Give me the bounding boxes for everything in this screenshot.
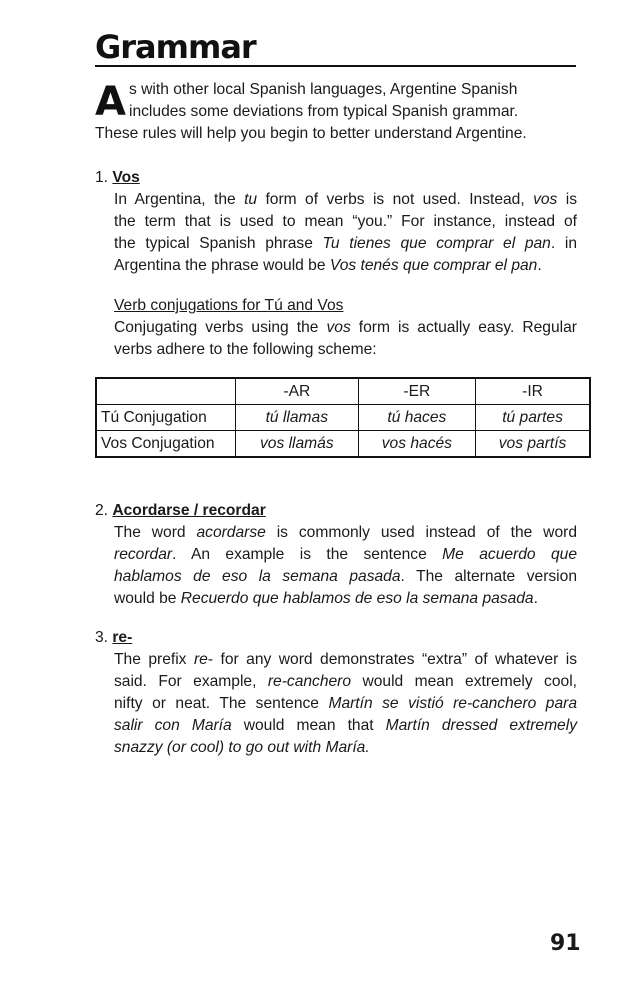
table-header-cell: -IR (476, 378, 590, 405)
row-label: Tú Conjugation (96, 405, 236, 431)
section-acordarse (95, 500, 577, 610)
italic-term: hablamos de eso la semana pasada (114, 568, 401, 585)
text-line (114, 737, 577, 759)
row-label: Vos Conjugation (96, 431, 236, 458)
subheading-verb-conjugations: Verb conjugations for Tú and Vos (114, 297, 344, 314)
intro-paragraph (95, 79, 577, 145)
text-line: Argentina the phrase would be Vos tenés que comprar el pan. (114, 257, 542, 274)
table-row (96, 431, 590, 458)
italic-term: Vos tenés que comprar el pan (329, 257, 538, 274)
italic-term: salir con María (114, 717, 232, 734)
book-page (95, 0, 581, 985)
text-line: The word acordarse is commonly used instead of the word (114, 524, 577, 541)
text-line: Conjugating verbs using the vos form is actually easy. Regular (114, 319, 577, 336)
table-cell: vos partís (476, 431, 590, 458)
page-number: 91 (550, 931, 581, 956)
italic-term: re-canchero (267, 673, 352, 690)
section-body (114, 522, 577, 610)
text-line: The prefix re- for any word demonstrates “extra” of whatever is (114, 651, 578, 668)
intro-line-1: s with other local Spanish languages, Argentine Spanish (129, 81, 518, 98)
italic-term: Tu tienes que comprar el pan (322, 235, 551, 252)
intro-line-2: includes some deviations from typical Spanish grammar. (129, 103, 519, 120)
italic-term: snazzy (or cool) to go out with María. (114, 739, 370, 756)
italic-term: acordarse (196, 524, 266, 541)
italic-term: re (193, 651, 208, 668)
page-title: Grammar (95, 28, 256, 66)
section-heading (95, 167, 577, 189)
text-line: the term that is used to mean “you.” For instance, instead of (114, 213, 577, 230)
italic-term: Recuerdo que hablamos de eso la semana pasada (180, 590, 534, 607)
table-cell: tú haces (358, 405, 476, 431)
section-re-prefix (95, 627, 577, 759)
section-vos (95, 167, 577, 361)
table-cell: vos llamás (236, 431, 359, 458)
section-number: 1. (95, 169, 109, 186)
section-body (114, 649, 577, 759)
table-cell: tú partes (476, 405, 590, 431)
section-heading (95, 627, 577, 649)
italic-term: tu (244, 191, 258, 208)
section-number: 2. (95, 502, 109, 519)
intro-line-3: These rules will help you begin to better understand Argentine. (95, 125, 527, 142)
conjugation-intro (114, 295, 577, 361)
italic-term: recordar (114, 546, 173, 563)
table-header-cell (96, 378, 236, 405)
italic-term: vos (533, 191, 558, 208)
text-line: In Argentina, the tu form of verbs is not used. Instead, vos is (114, 191, 578, 208)
italic-term: Me acuerdo que (442, 546, 577, 563)
text-line: salir con María would mean that Martín dressed extremely (114, 717, 577, 734)
italic-term: Martín dressed extremely (385, 717, 577, 734)
text-line: hablamos de eso la semana pasada. The alternate version (114, 568, 577, 585)
section-number: 3. (95, 629, 109, 646)
table-header-cell: -ER (358, 378, 476, 405)
text-line: the typical Spanish phrase Tu tienes que comprar el pan. in (114, 235, 577, 252)
section-heading (95, 500, 577, 522)
table-cell: vos hacés (358, 431, 476, 458)
table-header-cell: -AR (236, 378, 359, 405)
drop-cap: A (95, 79, 126, 125)
subsection-body (114, 317, 577, 361)
section-title: Vos (112, 169, 140, 186)
table-cell: tú llamas (236, 405, 359, 431)
italic-term: vos (326, 319, 351, 336)
text-line: recordar. An example is the sentence Me acuerdo que (114, 546, 577, 563)
text-line: nifty or neat. The sentence Martín se vistió re-canchero para (114, 695, 578, 712)
table-header-row (96, 378, 590, 405)
text-line: would be Recuerdo que hablamos de eso la semana pasada. (114, 590, 538, 607)
conjugation-table (95, 377, 591, 458)
text-line: said. For example, re-canchero would mean extremely cool, (114, 673, 577, 690)
text-line: verbs adhere to the following scheme: (114, 341, 377, 358)
section-body (114, 189, 577, 277)
italic-term: Martín se vistió re-canchero para (328, 695, 578, 712)
section-title: re- (112, 629, 133, 646)
section-title: Acordarse / recordar (112, 502, 266, 519)
title-underline (95, 65, 576, 67)
table-row (96, 405, 590, 431)
